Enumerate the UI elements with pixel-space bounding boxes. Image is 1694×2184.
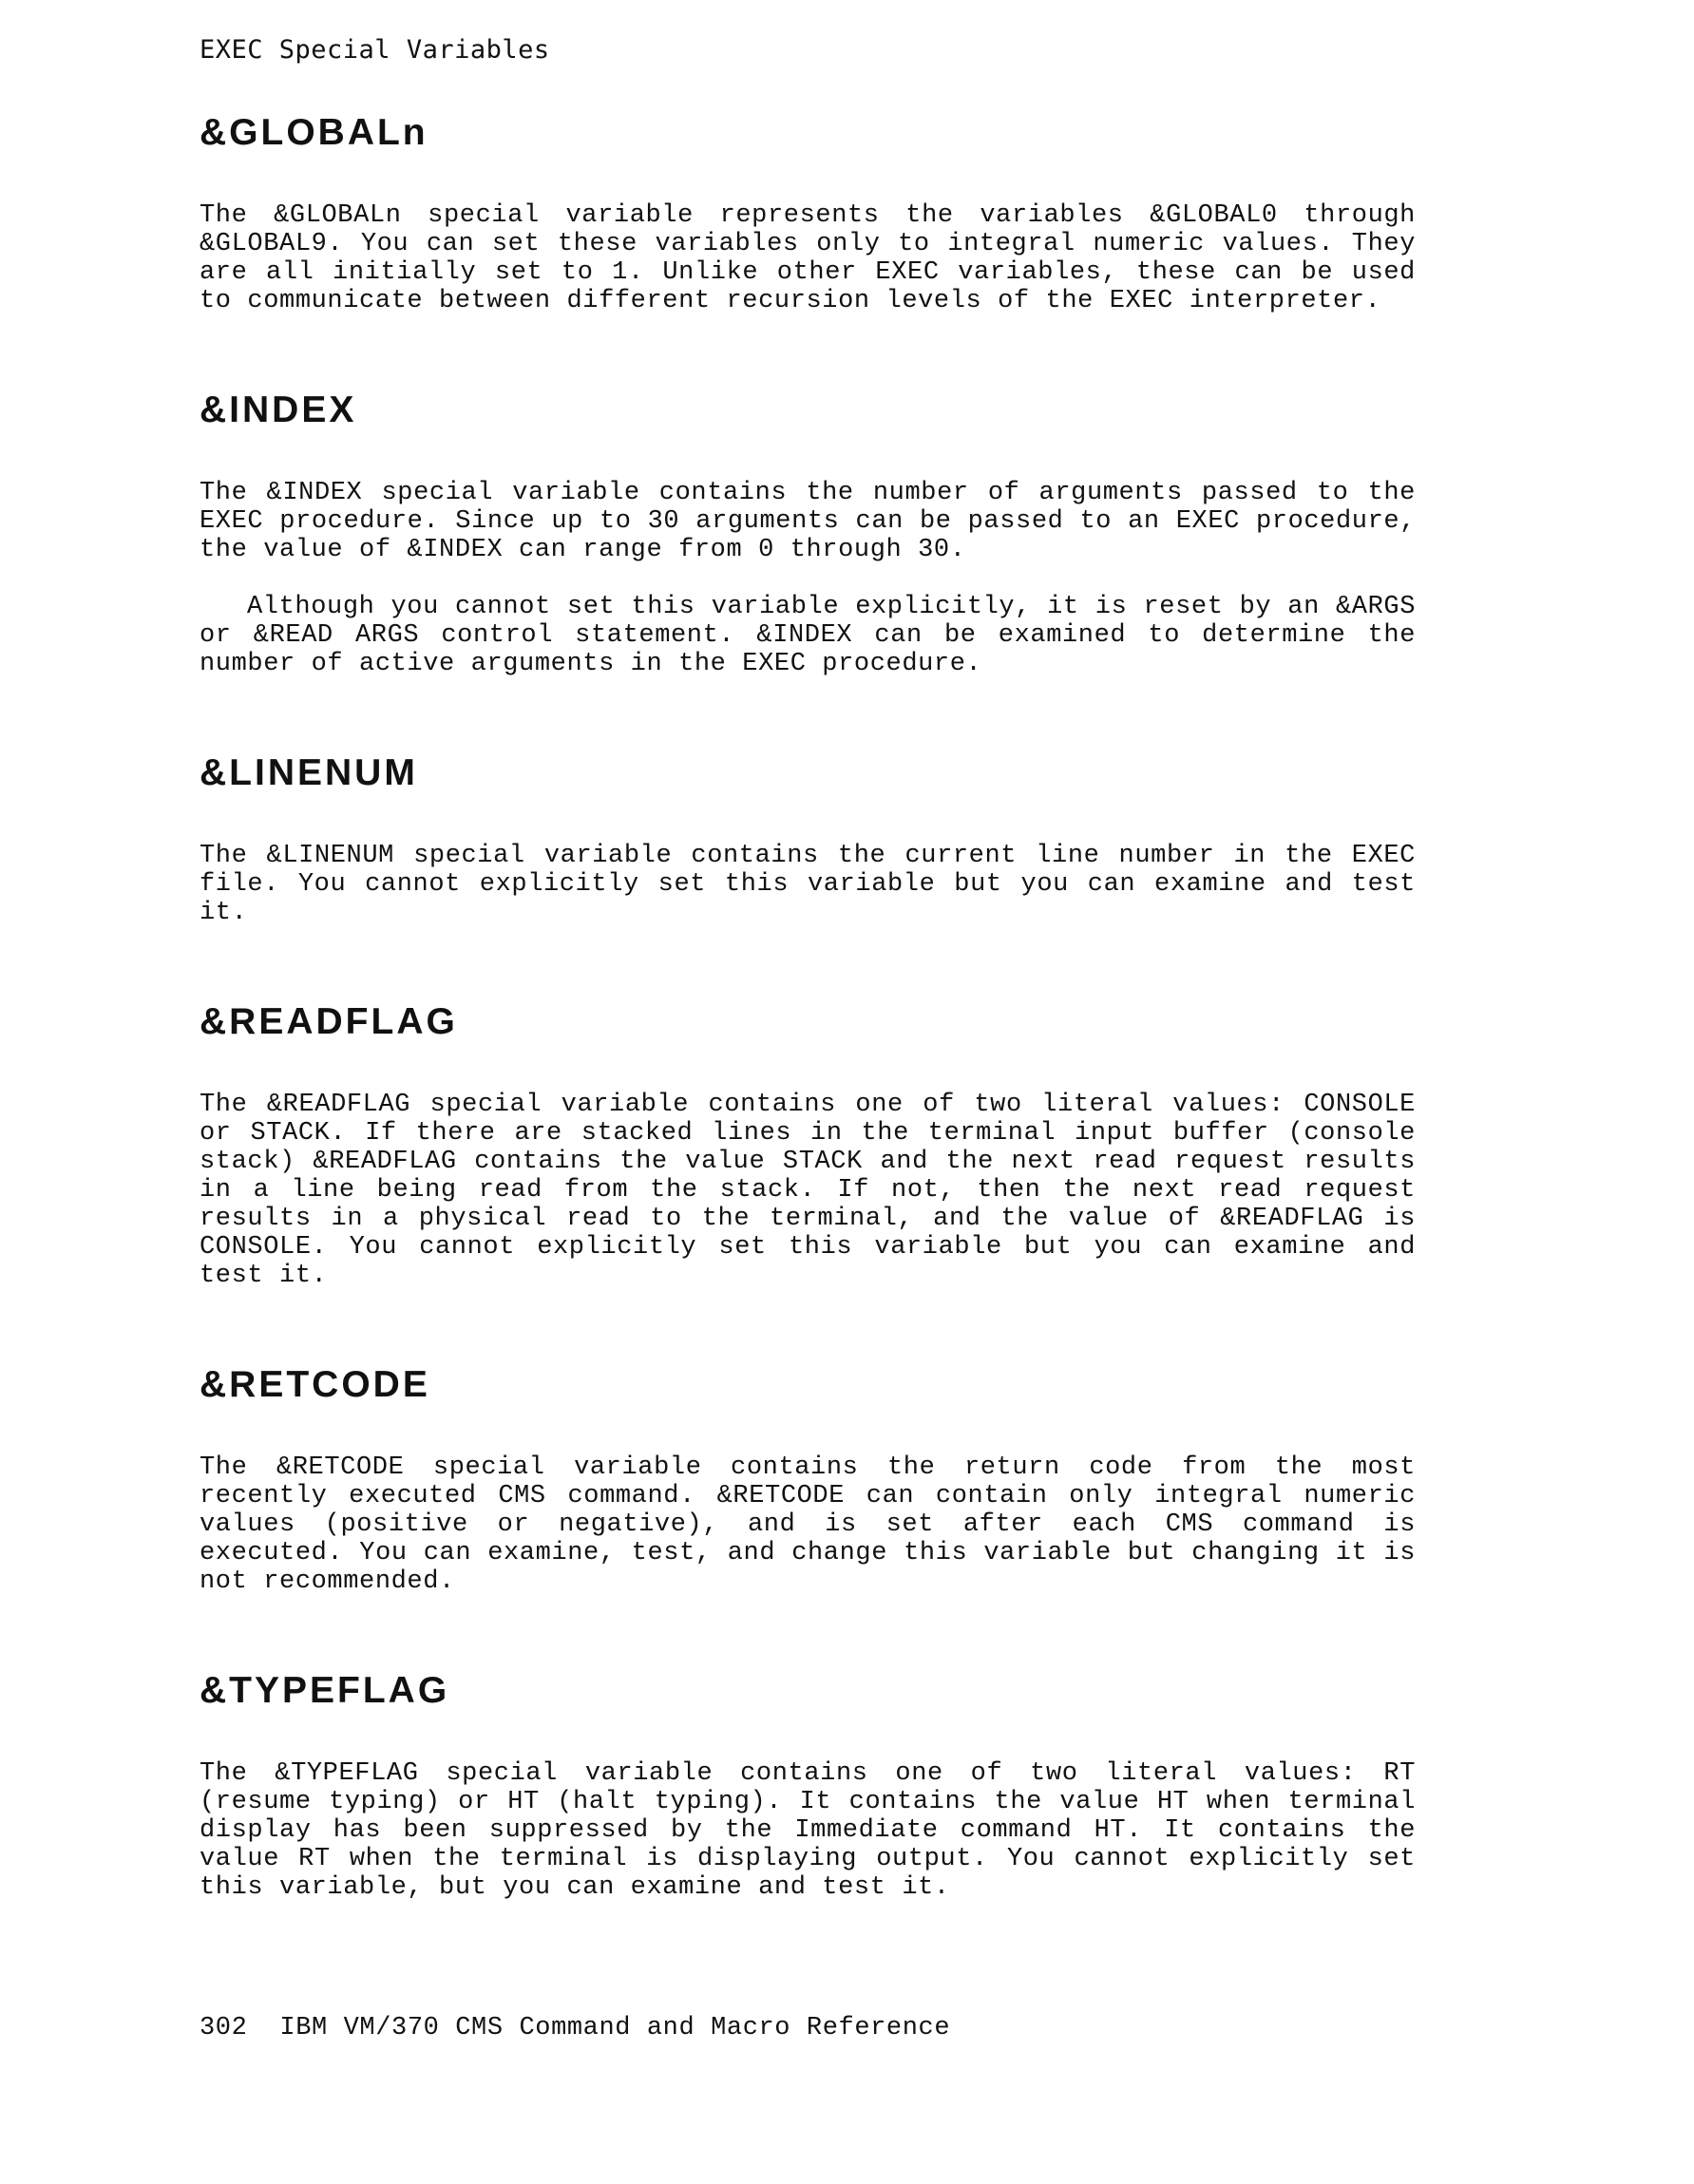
section-paragraph: The &TYPEFLAG special variable contains one of two literal values: RT (resume typing) or HT (halt typing). It contains the value HT when terminal display has been suppressed by the Immediate command HT. It contains the value RT when the terminal is displaying output. You cannot explicitly set this variable, but you can examine and test it. [200,1759,1416,1902]
section-heading: &READFLAG [200,1001,458,1042]
document-page [200,36,1416,1976]
section-typeflag [200,1670,1416,1902]
section-globaln [200,112,1416,315]
section-heading: &RETCODE [200,1364,430,1405]
section-retcode [200,1364,1416,1596]
section-paragraph: The &READFLAG special variable contains one of two literal values: CONSOLE or STACK. If there are stacked lines in the terminal input buffer (console stack) &READFLAG contains the value STACK and the next read request results in a line being read from the stack. If not, then the next read request results in a physical read to the terminal, and the value of &READFLAG is CONSOLE. You cannot explicitly set this variable but you can examine and test it. [200,1091,1416,1290]
section-index [200,389,1416,678]
running-head: EXEC Special Variables [200,35,550,65]
section-heading: &GLOBALn [200,112,428,153]
section-readflag [200,1001,1416,1290]
section-heading: &LINENUM [200,752,418,793]
section-paragraph: The &LINENUM special variable contains the current line number in the EXEC file. You cannot explicitly set this variable but you can examine and test it. [200,842,1416,927]
publication-title: IBM VM/370 CMS Command and Macro Reference [279,2014,951,2042]
page-footer [200,2014,950,2042]
page-number: 302 [200,2014,248,2042]
section-heading: &TYPEFLAG [200,1670,450,1711]
section-paragraph: The &INDEX special variable contains the number of arguments passed to the EXEC procedure. Since up to 30 arguments can be passed to an EXEC procedure, the value of &INDEX can range from 0 through 30. [200,479,1416,564]
section-paragraph: Although you cannot set this variable explicitly, it is reset by an &ARGS or &READ ARGS control statement. &INDEX can be examined to determine the number of active arguments in the EXEC procedure. [200,593,1416,678]
section-linenum [200,752,1416,927]
section-paragraph: The &GLOBALn special variable represents the variables &GLOBAL0 through &GLOBAL9. You can set these variables only to integral numeric values. They are all initially set to 1. Unlike other EXEC variables, these can be used to communicate between different recursion levels of the EXEC interpreter. [200,201,1416,315]
section-heading: &INDEX [200,389,357,430]
section-paragraph: The &RETCODE special variable contains the return code from the most recently executed CMS command. &RETCODE can contain only integral numeric values (positive or negative), and is set after each CMS command is executed. You can examine, test, and change this variable but changing it is not recommended. [200,1453,1416,1596]
